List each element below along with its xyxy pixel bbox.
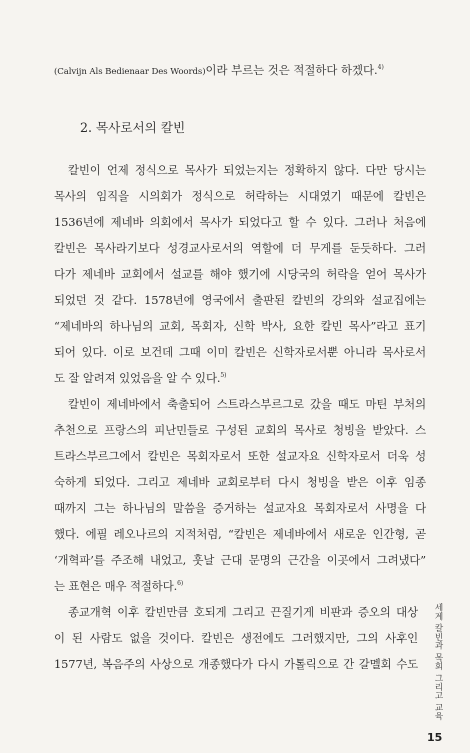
paragraph-1-last-line xyxy=(54,371,426,385)
section-heading: 2. 목사로서의 칼빈 xyxy=(80,120,186,135)
paragraph-2-line: 는 표현은 매우 적절하다. xyxy=(54,579,178,593)
paragraph-2-line: 트라스부르그에서 칼빈은 목회자로서 또한 설교자요 신학자로서 더욱 성 xyxy=(54,449,426,463)
paragraph-2-last-line xyxy=(54,579,426,593)
paragraph-1-line: 1536년에 제네바 의회에서 목사가 되었다고 할 수 있다. 그러나 처음에 xyxy=(54,215,426,229)
footnote-ref-6: 6) xyxy=(177,580,184,588)
paragraph-1-line: 다가 제네바 교회에서 설교를 해야 했기에 시당국의 허락을 얻어 목사가 xyxy=(54,267,426,281)
paragraph-2-line: 했다. 에필 레오나르의 지적처럼, “칼빈은 제네바에서 새로운 인간형, 곧 xyxy=(54,527,426,541)
footnote-ref-5: 5) xyxy=(220,372,227,380)
paragraph-2-line: 숙하게 되었다. 그리고 제네바 교회로부터 다시 청빙을 받은 이후 임종 xyxy=(54,475,426,489)
paragraph-1-line: 도 잘 알려져 있었음을 알 수 있다. xyxy=(54,371,221,385)
paragraph-3-line: 이 된 사람도 없을 것이다. 칼빈은 생전에도 그러했지만, 그의 사후인 xyxy=(54,631,418,645)
page-number: 15 xyxy=(427,731,443,744)
paragraph-1-line: 되어 있다. 이로 보건데 그때 이미 칼빈은 신학자로서뿐 아니라 목사로서 xyxy=(54,345,426,359)
running-head: 세계 칼빈과 목회 그리고 교육 xyxy=(433,603,443,721)
paragraph-1-line: 칼빈은 목사라기보다 성경교사로서의 역할에 더 무게를 둔듯하다. 그러 xyxy=(54,241,426,255)
paragraph-2-line: ‘개혁파’를 주조해 내었고, 훗날 근대 문명의 근간을 이곳에서 그려냈다” xyxy=(54,553,426,567)
carryover-line xyxy=(54,62,384,78)
carryover-text: 이라 부르는 것은 적절하다 하겠다. xyxy=(205,63,378,77)
paragraph-2-line: 때까지 그는 하나님의 말씀을 증거하는 설교자요 목회자로서 사명을 다 xyxy=(54,501,426,515)
paragraph-1-line: 목사의 임직을 시의회가 정식으로 허락하는 시대였기 때문에 칼빈은 xyxy=(54,189,426,203)
paragraph-1-line: “제네바의 하나님의 교회, 목회자, 신학 박사, 요한 칼빈 목사”라고 표기 xyxy=(54,319,426,333)
footnote-ref-4: 4) xyxy=(377,64,384,72)
paragraph-2-line: 추천으로 프랑스의 피난민들로 구성된 교회의 목사로 청빙을 받았다. 스 xyxy=(54,423,426,437)
paragraph-1-line: 되었던 것 같다. 1578년에 영국에서 출판된 칼빈의 강의와 설교집에는 xyxy=(54,293,426,307)
paragraph-1-line: 칼빈이 언제 정식으로 목사가 되었는지는 정확하지 않다. 다만 당시는 xyxy=(68,163,426,177)
latin-title: (Calvijn Als Bedienaar Des Woords) xyxy=(54,67,206,77)
paragraph-3-line: 1577년, 복음주의 사상으로 개종했다가 다시 가톨릭으로 간 갈멜회 수도 xyxy=(54,657,418,671)
paragraph-3-line: 종교개혁 이후 칼빈만큼 호되게 그리고 끈질기게 비판과 증오의 대상 xyxy=(68,605,418,619)
paragraph-2-line: 칼빈이 제네바에서 축출되어 스트라스부르그로 갔을 때도 마틴 부처의 xyxy=(68,397,426,411)
